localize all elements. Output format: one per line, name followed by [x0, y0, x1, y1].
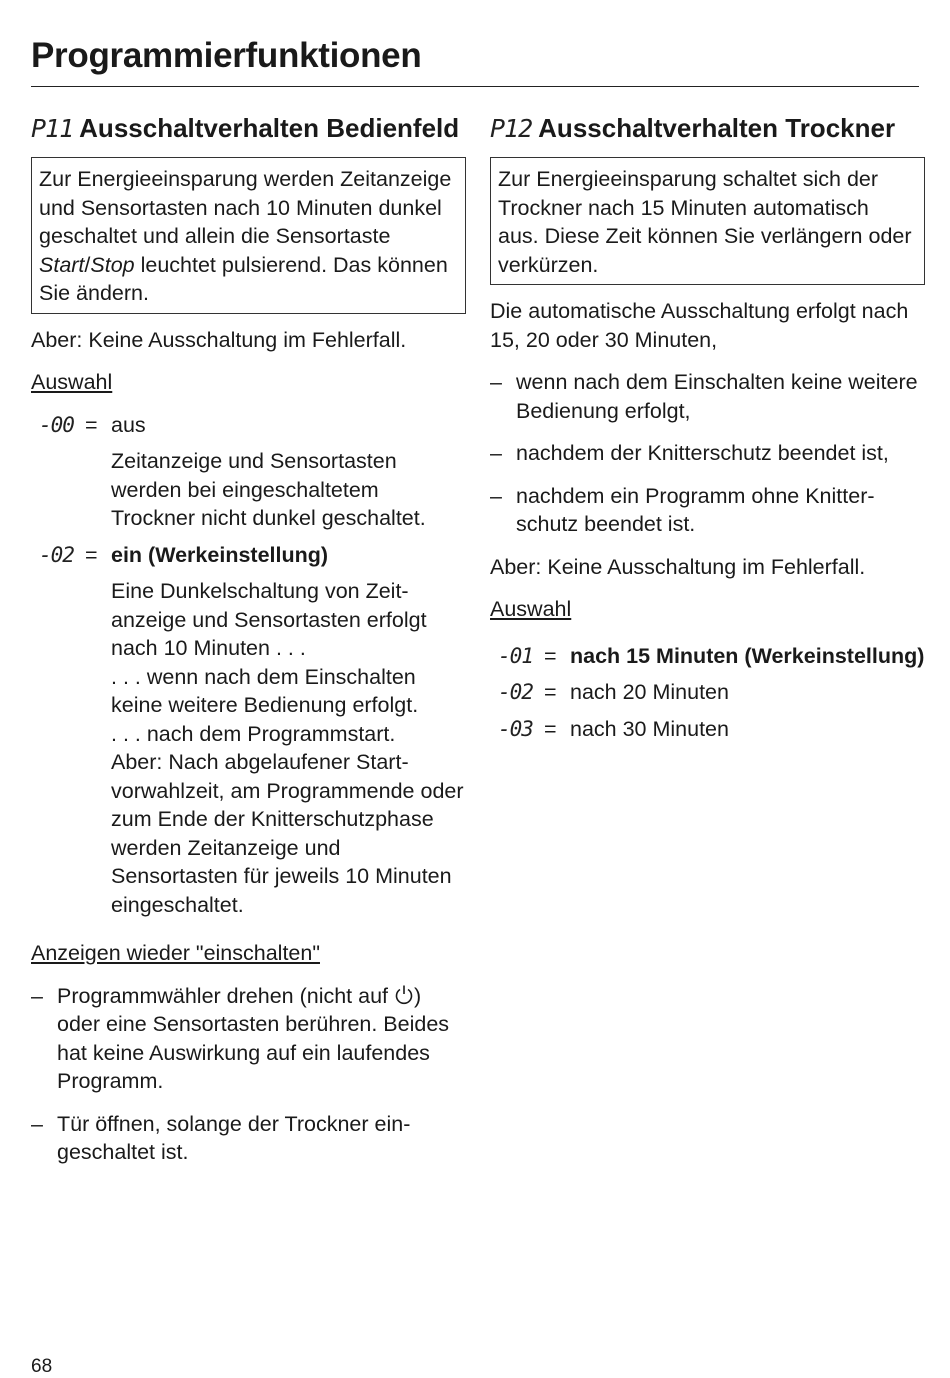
option-row — [490, 642, 925, 671]
dash: – — [490, 441, 502, 465]
equals-sign: = — [85, 412, 98, 437]
title-divider — [31, 86, 919, 87]
list-item — [31, 1110, 466, 1167]
reactivate-label: Anzeigen wieder "einschalten" — [31, 941, 320, 965]
equals-sign: = — [544, 716, 557, 741]
info-box: Zur Energieeinsparung schaltet sich der Trockner nach 15 Minuten automatisch aus. Diese Zeit können Sie verlängern oder verkürzen. — [490, 157, 925, 285]
program-code: P12 — [490, 114, 533, 143]
option-code: -02 — [498, 680, 533, 704]
dash: – — [31, 1111, 43, 1136]
slash: / — [84, 252, 91, 277]
list-text: nachdem der Knitterschutz beendet ist, — [516, 441, 889, 465]
list-text: Tür öffnen, solange der Trockner eingeschaltet ist. — [57, 1111, 411, 1164]
page-title: Programmierfunktionen — [31, 36, 422, 75]
intro-text: Die automatische Ausschaltung erfolgt nach 15, 20 oder 30 Minuten, — [490, 299, 909, 352]
option-row — [490, 715, 925, 744]
heading-text: Ausschaltverhalten Bedienfeld — [79, 113, 460, 143]
option-label: nach 30 Minuten — [570, 716, 729, 741]
list-item — [490, 482, 925, 539]
section-heading-p12 — [490, 112, 925, 145]
option-description: Eine Dunkelschaltung von Zeitanzeige und Sensortasten erfolgt nach 10 Minuten . . . — [111, 579, 427, 660]
selection-label: Auswahl — [490, 597, 572, 621]
equals-sign: = — [544, 643, 557, 668]
start-label: Start — [39, 252, 85, 277]
option-label: nach 20 Minuten — [570, 680, 729, 704]
option-code: -01 — [498, 643, 533, 668]
dash: – — [31, 983, 43, 1008]
stop-label: Stop — [90, 252, 135, 277]
option-code: -02 — [39, 542, 74, 567]
info-text: leuchtet pulsierend. Das können Sie ändern. — [39, 252, 448, 305]
option-row — [31, 411, 466, 533]
list-item — [490, 439, 925, 468]
equals-sign: = — [85, 542, 98, 567]
page-number: 68 — [31, 1356, 53, 1377]
right-column — [490, 112, 925, 751]
dash: – — [490, 370, 502, 394]
option-description: . . . nach dem Programmstart. — [111, 721, 396, 746]
list-item — [490, 368, 925, 425]
option-row — [490, 678, 925, 707]
section-heading-p11 — [31, 112, 466, 145]
power-symbol-icon — [394, 984, 414, 1006]
list-item — [31, 982, 466, 1096]
option-description: Aber: Nach abgelaufener Startvorwahlzeit, am Programmende oder zum Ende der Knitterschutzphase werden Zeitanzeige und Sensortasten für jeweils 10 Minuten eingeschaltet. — [111, 750, 464, 917]
list-text: ) oder eine Sensortasten berühren. Beides hat keine Auswirkung auf ein laufendes Programm. — [57, 983, 450, 1093]
selection-label: Auswahl — [31, 370, 113, 394]
option-row — [31, 541, 466, 920]
error-note: Aber: Keine Ausschaltung im Fehlerfall. — [31, 327, 407, 352]
error-note: Aber: Keine Ausschaltung im Fehlerfall. — [490, 554, 866, 579]
option-label: nach 15 Minuten (Werkeinstellung) — [570, 643, 925, 668]
option-description: . . . wenn nach dem Einschalten keine weitere Bedienung erfolgt. — [111, 664, 419, 717]
dash: – — [490, 483, 502, 508]
list-text: Programmwähler drehen (nicht auf — [57, 983, 394, 1008]
equals-sign: = — [544, 680, 557, 704]
option-code: -00 — [39, 412, 74, 437]
option-label: aus — [111, 412, 146, 437]
heading-text: Ausschaltverhalten Trockner — [538, 113, 896, 143]
info-text: Zur Energieeinsparung werden Zeitanzeige und Sensortasten nach 10 Minuten dunkel geschaltet und allein die Sensortaste — [39, 167, 452, 248]
list-text: wenn nach dem Einschalten keine weitere Bedienung erfolgt, — [516, 370, 918, 423]
option-label: ein (Werkeinstellung) — [111, 542, 329, 567]
list-text: nachdem ein Programm ohne Knitterschutz beendet ist. — [516, 483, 875, 536]
program-code: P11 — [31, 114, 74, 143]
left-column — [31, 112, 466, 1181]
option-code: -03 — [498, 716, 533, 741]
info-box — [31, 157, 466, 314]
option-description: Zeitanzeige und Sensortasten werden bei eingeschaltetem Trockner nicht dunkel geschaltet. — [111, 449, 426, 530]
